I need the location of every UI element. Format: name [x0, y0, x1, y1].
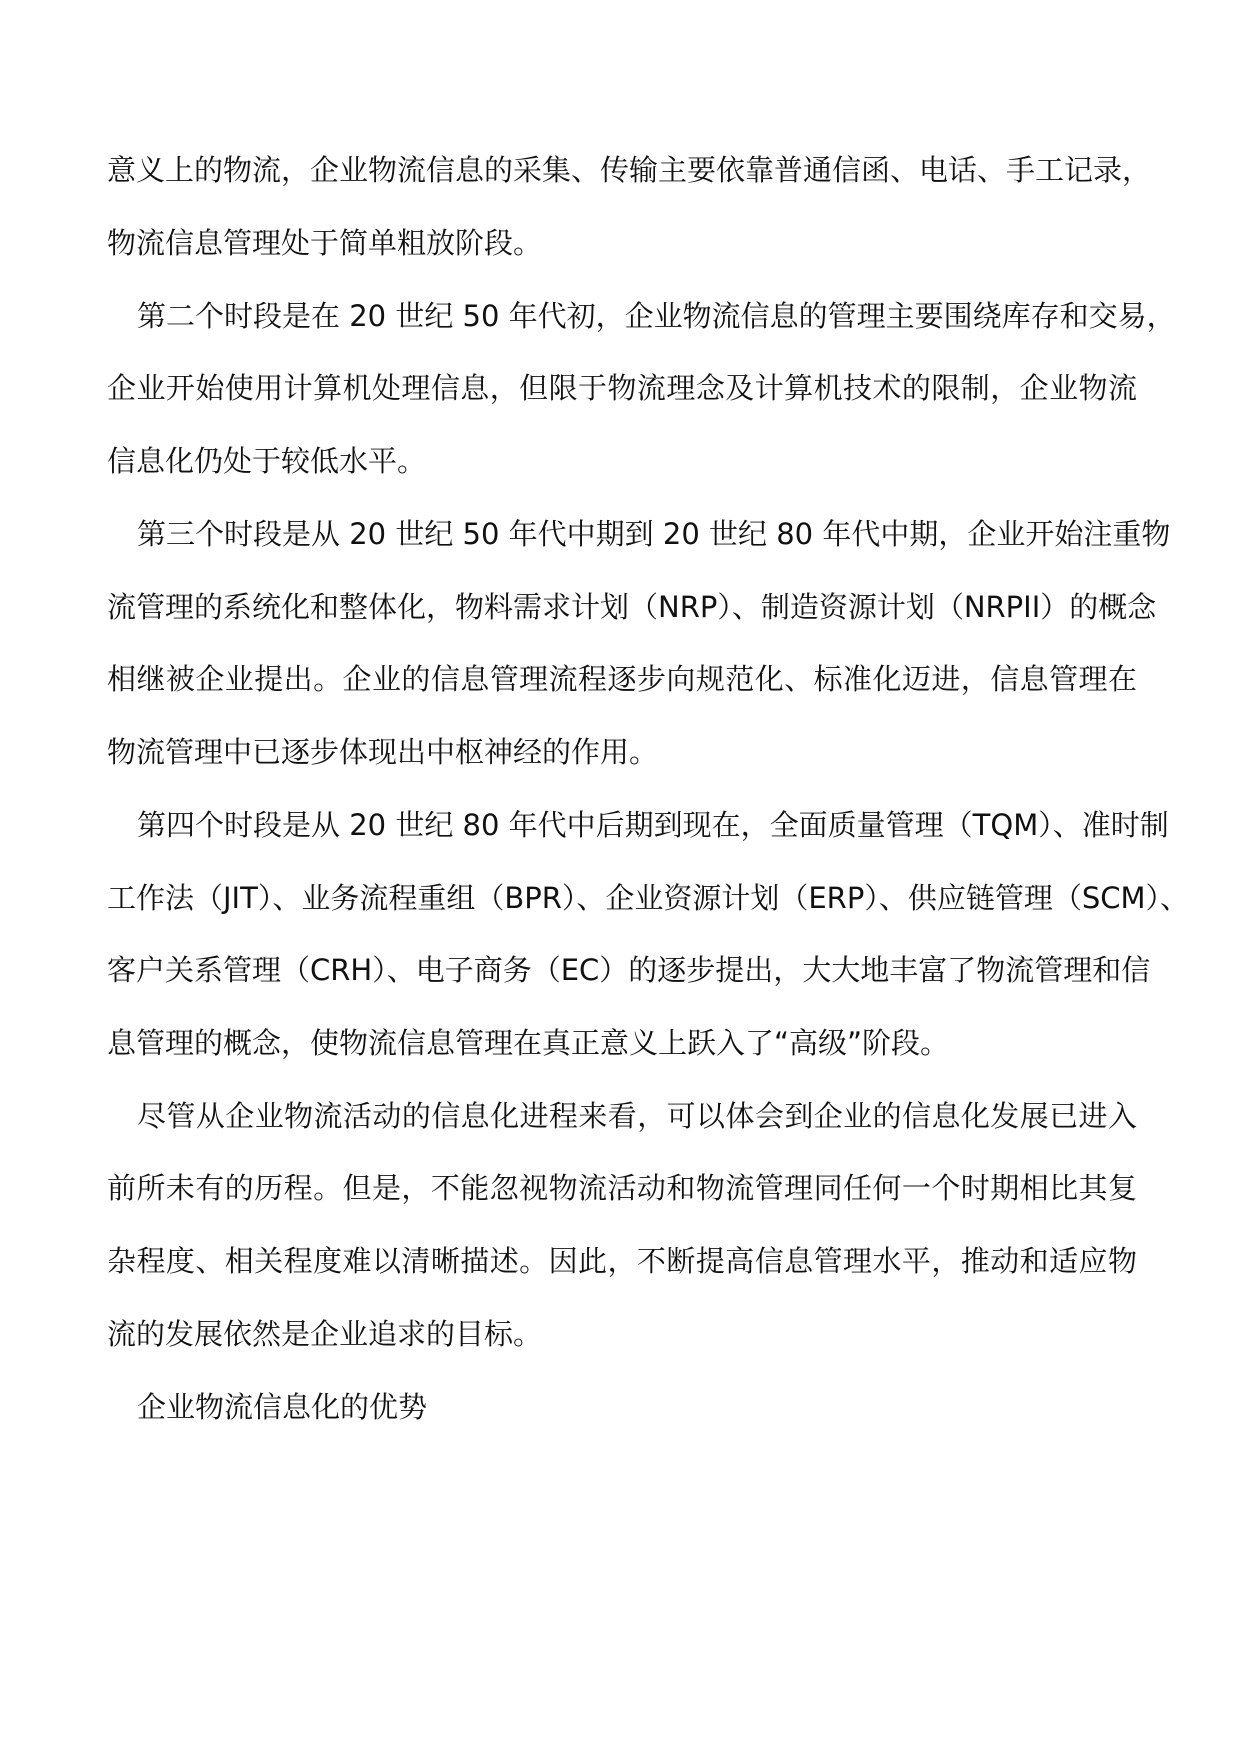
text-line-15: 前所未有的历程。但是，不能忽视物流活动和物流管理同任何一个时期相比其复 [107, 1171, 1137, 1205]
text-line-16: 杂程度、相关程度难以清晰描述。因此，不断提高信息管理水平，推动和适应物 [107, 1244, 1137, 1278]
text-line-9: 物流管理中已逐步体现出中枢神经的作用。 [107, 735, 659, 769]
text-line-12: 客户关系管理（CRH）、电子商务（EC）的逐步提出，大大地丰富了物流管理和信 [107, 953, 1151, 987]
text-line-17: 流的发展依然是企业追求的目标。 [107, 1317, 543, 1351]
text-line-6: 第三个时段是从 20 世纪 50 年代中期到 20 世纪 80 年代中期，企业开始注重物 [137, 517, 1171, 551]
text-line-5: 信息化仍处于较低水平。 [107, 444, 427, 478]
section-heading: 企业物流信息化的优势 [137, 1390, 428, 1424]
text-line-3: 第二个时段是在 20 世纪 50 年代初，企业物流信息的管理主要围绕库存和交易， [137, 299, 1176, 333]
text-line-1: 意义上的物流，企业物流信息的采集、传输主要依靠普通信函、电话、手工记录， [107, 153, 1152, 187]
text-line-2: 物流信息管理处于简单粗放阶段。 [107, 226, 543, 260]
text-line-10: 第四个时段是从 20 世纪 80 年代中后期到现在，全面质量管理（TQM）、准时制 [137, 808, 1169, 842]
text-line-7: 流管理的系统化和整体化，物料需求计划（NRP）、制造资源计划（NRPII）的概念 [107, 590, 1157, 624]
text-line-13: 息管理的概念，使物流信息管理在真正意义上跃入了“高级”阶段。 [107, 1026, 950, 1060]
text-line-14: 尽管从企业物流活动的信息化进程来看，可以体会到企业的信息化发展已进入 [137, 1099, 1137, 1133]
text-line-4: 企业开始使用计算机处理信息，但限于物流理念及计算机技术的限制，企业物流 [107, 371, 1137, 405]
text-line-8: 相继被企业提出。企业的信息管理流程逐步向规范化、标准化迈进，信息管理在 [107, 662, 1137, 696]
text-line-11: 工作法（JIT）、业务流程重组（BPR）、企业资源计划（ERP）、供应链管理（SCM）、 [107, 881, 1189, 915]
